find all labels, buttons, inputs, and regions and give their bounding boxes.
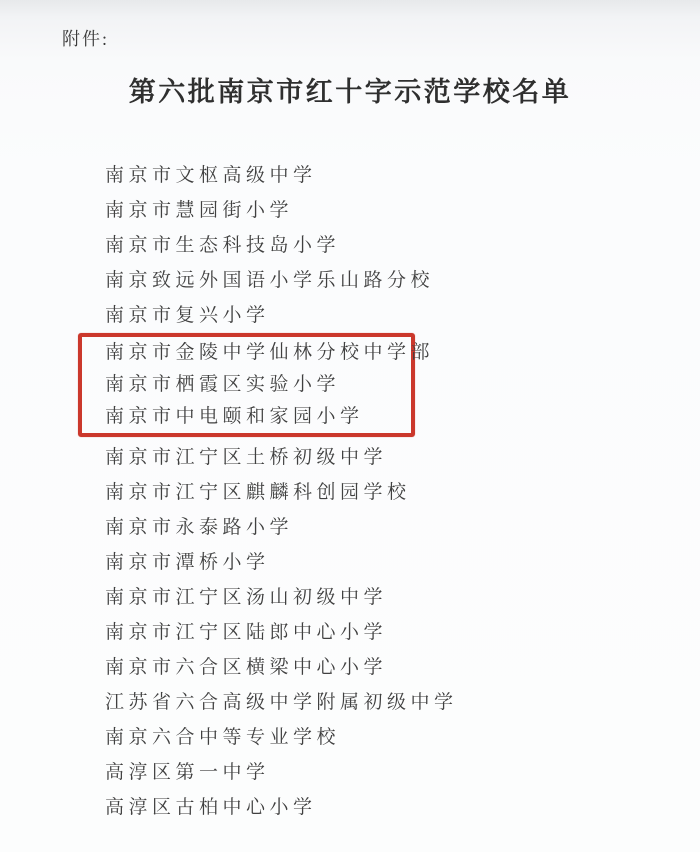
list-item: 南京市江宁区汤山初级中学	[105, 587, 388, 608]
list-item: 南京市六合区横梁中心小学	[105, 657, 388, 678]
list-item: 南京市江宁区陆郎中心小学	[105, 622, 388, 643]
list-item: 南京市慧园街小学	[105, 200, 294, 221]
list-item-highlighted: 南京市栖霞区实验小学	[105, 374, 341, 395]
list-item: 南京市江宁区麒麟科创园学校	[105, 482, 411, 503]
list-item: 南京市复兴小学	[105, 305, 270, 326]
attachment-label: 附件:	[62, 29, 110, 49]
list-item: 高淳区第一中学	[105, 762, 270, 783]
list-item: 南京六合中等专业学校	[105, 727, 341, 748]
list-item: 南京市江宁区土桥初级中学	[105, 447, 388, 468]
list-item-highlighted: 南京市中电颐和家园小学	[105, 406, 364, 427]
list-item: 南京致远外国语小学乐山路分校	[105, 270, 435, 291]
list-item: 南京市生态科技岛小学	[105, 235, 341, 256]
list-item: 高淳区古柏中心小学	[105, 797, 317, 818]
highlight-annotation-box	[78, 333, 435, 437]
list-item: 南京市文枢高级中学	[105, 165, 317, 186]
school-list	[105, 158, 700, 825]
list-item: 南京市潭桥小学	[105, 552, 270, 573]
page-title: 第六批南京市红十字示范学校名单	[128, 77, 572, 107]
list-item-highlighted: 南京市金陵中学仙林分校中学部	[105, 342, 435, 363]
list-item: 南京市永泰路小学	[105, 517, 294, 538]
list-item: 江苏省六合高级中学附属初级中学	[105, 692, 458, 713]
